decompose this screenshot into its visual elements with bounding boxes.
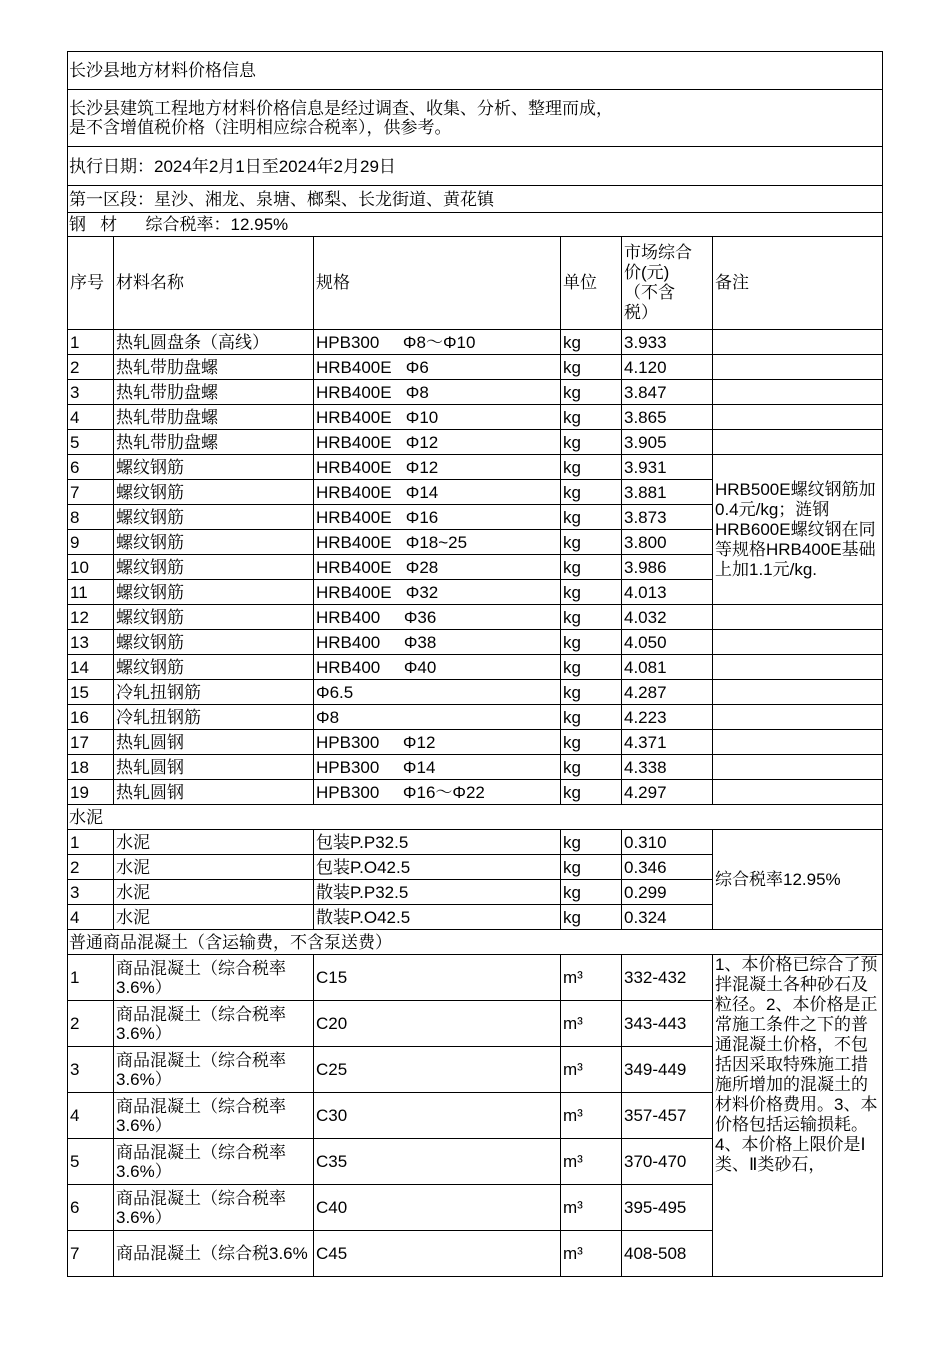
row-unit: kg bbox=[561, 330, 622, 355]
table-row bbox=[68, 755, 883, 780]
table-row bbox=[68, 705, 883, 730]
row-name: 商品混凝土（综合税3.6% bbox=[114, 1231, 314, 1277]
row-spec: HRB400E Φ16 bbox=[314, 505, 561, 530]
row-unit: kg bbox=[561, 530, 622, 555]
row-price: 4.032 bbox=[622, 605, 713, 630]
row-no: 1 bbox=[68, 830, 114, 855]
row-price: 0.299 bbox=[622, 880, 713, 905]
row-no: 2 bbox=[68, 855, 114, 880]
document-title: 长沙县地方材料价格信息 bbox=[68, 52, 883, 90]
row-price: 3.800 bbox=[622, 530, 713, 555]
row-price: 0.324 bbox=[622, 905, 713, 930]
row-price: 370-470 bbox=[622, 1139, 713, 1185]
row-unit: kg bbox=[561, 580, 622, 605]
row-no: 9 bbox=[68, 530, 114, 555]
concrete-section-header: 普通商品混凝土（含运输费，不含泵送费） bbox=[68, 930, 883, 955]
row-spec: HRB400E Φ10 bbox=[314, 405, 561, 430]
row-no: 13 bbox=[68, 630, 114, 655]
row-unit: kg bbox=[561, 430, 622, 455]
row-name: 螺纹钢筋 bbox=[114, 455, 314, 480]
cement-remark: 综合税率12.95% bbox=[713, 830, 883, 930]
row-spec: HRB400 Φ38 bbox=[314, 630, 561, 655]
row-spec: C40 bbox=[314, 1185, 561, 1231]
cement-section-header: 水泥 bbox=[68, 805, 883, 830]
page-bottom-margin bbox=[0, 1290, 950, 1345]
table-row bbox=[68, 355, 883, 380]
row-spec: HRB400E Φ14 bbox=[314, 480, 561, 505]
row-no: 1 bbox=[68, 955, 114, 1001]
remark-cell bbox=[713, 630, 883, 655]
row-spec: HRB400E Φ32 bbox=[314, 580, 561, 605]
row-spec: HRB400E Φ8 bbox=[314, 380, 561, 405]
table-row bbox=[68, 455, 883, 480]
row-name: 商品混凝土（综合税率3.6%） bbox=[114, 1093, 314, 1139]
remark-cell bbox=[713, 605, 883, 630]
row-spec: Φ8 bbox=[314, 705, 561, 730]
header-no: 序号 bbox=[68, 237, 114, 330]
row-spec: 包装P.O42.5 bbox=[314, 855, 561, 880]
table-row bbox=[68, 780, 883, 805]
row-price: 4.050 bbox=[622, 630, 713, 655]
row-spec: 散装P.P32.5 bbox=[314, 880, 561, 905]
table-row bbox=[68, 830, 883, 855]
row-price: 3.881 bbox=[622, 480, 713, 505]
row-unit: kg bbox=[561, 755, 622, 780]
intro-line-2: 是不含增值税价格（注明相应综合税率），供参考。 bbox=[69, 118, 452, 137]
row-unit: kg bbox=[561, 605, 622, 630]
row-unit: m³ bbox=[561, 1185, 622, 1231]
row-spec: HRB400E Φ12 bbox=[314, 430, 561, 455]
row-spec: 包装P.P32.5 bbox=[314, 830, 561, 855]
header-name: 材料名称 bbox=[114, 237, 314, 330]
row-unit: m³ bbox=[561, 955, 622, 1001]
intro-text bbox=[68, 90, 883, 147]
header-remark: 备注 bbox=[713, 237, 883, 330]
column-header-row bbox=[68, 237, 883, 330]
row-spec: C25 bbox=[314, 1047, 561, 1093]
remark-cell bbox=[713, 330, 883, 355]
row-price: 3.905 bbox=[622, 430, 713, 455]
row-price: 4.223 bbox=[622, 705, 713, 730]
row-price: 357-457 bbox=[622, 1093, 713, 1139]
row-no: 4 bbox=[68, 905, 114, 930]
price-sheet bbox=[67, 51, 882, 1277]
row-spec: HRB400E Φ28 bbox=[314, 555, 561, 580]
row-unit: kg bbox=[561, 630, 622, 655]
row-name: 热轧圆盘条（高线） bbox=[114, 330, 314, 355]
row-unit: m³ bbox=[561, 1001, 622, 1047]
table-row bbox=[68, 680, 883, 705]
row-no: 19 bbox=[68, 780, 114, 805]
row-unit: kg bbox=[561, 905, 622, 930]
row-price: 3.873 bbox=[622, 505, 713, 530]
row-name: 热轧带肋盘螺 bbox=[114, 355, 314, 380]
row-spec: 散装P.O42.5 bbox=[314, 905, 561, 930]
table-row bbox=[68, 605, 883, 630]
table-row bbox=[68, 730, 883, 755]
effective-date: 执行日期：2024年2月1日至2024年2月29日 bbox=[68, 147, 883, 186]
row-price: 3.931 bbox=[622, 455, 713, 480]
row-name: 热轧带肋盘螺 bbox=[114, 405, 314, 430]
row-name: 水泥 bbox=[114, 855, 314, 880]
remark-cell bbox=[713, 655, 883, 680]
row-no: 6 bbox=[68, 455, 114, 480]
header-spec: 规格 bbox=[314, 237, 561, 330]
row-no: 17 bbox=[68, 730, 114, 755]
row-price: 4.371 bbox=[622, 730, 713, 755]
row-spec: HRB400 Φ40 bbox=[314, 655, 561, 680]
row-no: 7 bbox=[68, 1231, 114, 1277]
row-unit: kg bbox=[561, 555, 622, 580]
row-price: 343-443 bbox=[622, 1001, 713, 1047]
row-spec: C35 bbox=[314, 1139, 561, 1185]
row-no: 5 bbox=[68, 1139, 114, 1185]
row-spec: HRB400 Φ36 bbox=[314, 605, 561, 630]
row-no: 16 bbox=[68, 705, 114, 730]
row-name: 商品混凝土（综合税率3.6%） bbox=[114, 1001, 314, 1047]
concrete-remark: 1、本价格已综合了预拌混凝土各种砂石及粒径。2、本价格是正常施工条件之下的普通混凝土价格，不包括因采取特殊施工措施所增加的混凝土的材料价格费用。3、本价格包括运输损耗。4、本价格上限价是Ⅰ类、Ⅱ类砂石， bbox=[713, 955, 883, 1277]
row-name: 热轧带肋盘螺 bbox=[114, 430, 314, 455]
table-row bbox=[68, 330, 883, 355]
header-unit: 单位 bbox=[561, 237, 622, 330]
table-row bbox=[68, 655, 883, 680]
row-spec: HRB400E Φ6 bbox=[314, 355, 561, 380]
table-row bbox=[68, 630, 883, 655]
row-no: 3 bbox=[68, 1047, 114, 1093]
row-no: 12 bbox=[68, 605, 114, 630]
row-name: 水泥 bbox=[114, 880, 314, 905]
row-spec: C15 bbox=[314, 955, 561, 1001]
row-unit: kg bbox=[561, 505, 622, 530]
row-name: 热轧圆钢 bbox=[114, 780, 314, 805]
row-spec: HRB400E Φ18~25 bbox=[314, 530, 561, 555]
steel-section-header: 钢 材 综合税率：12.95% bbox=[68, 213, 883, 237]
row-unit: kg bbox=[561, 855, 622, 880]
row-name: 螺纹钢筋 bbox=[114, 630, 314, 655]
row-unit: kg bbox=[561, 780, 622, 805]
row-name: 商品混凝土（综合税率3.6%） bbox=[114, 1185, 314, 1231]
row-spec: C45 bbox=[314, 1231, 561, 1277]
row-name: 商品混凝土（综合税率3.6%） bbox=[114, 1139, 314, 1185]
row-no: 4 bbox=[68, 1093, 114, 1139]
row-spec: HRB400E Φ12 bbox=[314, 455, 561, 480]
row-unit: m³ bbox=[561, 1139, 622, 1185]
row-price: 4.287 bbox=[622, 680, 713, 705]
row-price: 3.986 bbox=[622, 555, 713, 580]
table-row bbox=[68, 955, 883, 1001]
row-name: 螺纹钢筋 bbox=[114, 580, 314, 605]
row-spec: HPB300 Φ8～Φ10 bbox=[314, 330, 561, 355]
row-no: 2 bbox=[68, 355, 114, 380]
remark-cell bbox=[713, 380, 883, 405]
remark-cell bbox=[713, 705, 883, 730]
row-price: 4.338 bbox=[622, 755, 713, 780]
row-price: 3.847 bbox=[622, 380, 713, 405]
row-price: 4.013 bbox=[622, 580, 713, 605]
row-no: 3 bbox=[68, 880, 114, 905]
row-price: 4.120 bbox=[622, 355, 713, 380]
price-table bbox=[67, 51, 883, 1277]
row-no: 18 bbox=[68, 755, 114, 780]
row-no: 1 bbox=[68, 330, 114, 355]
row-unit: kg bbox=[561, 455, 622, 480]
row-spec: Φ6.5 bbox=[314, 680, 561, 705]
row-name: 热轧圆钢 bbox=[114, 730, 314, 755]
row-price: 4.297 bbox=[622, 780, 713, 805]
row-no: 8 bbox=[68, 505, 114, 530]
row-name: 螺纹钢筋 bbox=[114, 480, 314, 505]
row-unit: kg bbox=[561, 830, 622, 855]
row-no: 6 bbox=[68, 1185, 114, 1231]
row-unit: kg bbox=[561, 355, 622, 380]
row-name: 螺纹钢筋 bbox=[114, 555, 314, 580]
row-spec: HPB300 Φ12 bbox=[314, 730, 561, 755]
row-name: 螺纹钢筋 bbox=[114, 505, 314, 530]
zone-line: 第一区段：星沙、湘龙、泉塘、榔梨、长龙街道、黄花镇 bbox=[68, 186, 883, 213]
row-no: 15 bbox=[68, 680, 114, 705]
row-no: 3 bbox=[68, 380, 114, 405]
row-price: 3.865 bbox=[622, 405, 713, 430]
row-unit: kg bbox=[561, 680, 622, 705]
row-unit: kg bbox=[561, 880, 622, 905]
row-price: 408-508 bbox=[622, 1231, 713, 1277]
row-price: 349-449 bbox=[622, 1047, 713, 1093]
row-no: 11 bbox=[68, 580, 114, 605]
remark-cell bbox=[713, 430, 883, 455]
row-name: 商品混凝土（综合税率3.6%） bbox=[114, 955, 314, 1001]
row-unit: m³ bbox=[561, 1093, 622, 1139]
row-name: 水泥 bbox=[114, 905, 314, 930]
table-row bbox=[68, 380, 883, 405]
row-spec: C30 bbox=[314, 1093, 561, 1139]
row-name: 螺纹钢筋 bbox=[114, 605, 314, 630]
steel-remark: HRB500E螺纹钢筋加0.4元/kg；涟钢HRB600E螺纹钢在同等规格HRB400E基础上加1.1元/kg. bbox=[713, 455, 883, 605]
table-row bbox=[68, 430, 883, 455]
row-no: 4 bbox=[68, 405, 114, 430]
row-spec: HPB300 Φ14 bbox=[314, 755, 561, 780]
header-price: 市场综合 价(元) （不含 税） bbox=[622, 237, 713, 330]
row-no: 7 bbox=[68, 480, 114, 505]
row-name: 冷轧扭钢筋 bbox=[114, 705, 314, 730]
row-unit: m³ bbox=[561, 1231, 622, 1277]
remark-cell bbox=[713, 405, 883, 430]
row-name: 水泥 bbox=[114, 830, 314, 855]
row-unit: kg bbox=[561, 405, 622, 430]
row-spec: C20 bbox=[314, 1001, 561, 1047]
table-row bbox=[68, 405, 883, 430]
row-price: 395-495 bbox=[622, 1185, 713, 1231]
row-no: 14 bbox=[68, 655, 114, 680]
row-no: 10 bbox=[68, 555, 114, 580]
row-no: 5 bbox=[68, 430, 114, 455]
remark-cell bbox=[713, 355, 883, 380]
row-price: 332-432 bbox=[622, 955, 713, 1001]
row-name: 螺纹钢筋 bbox=[114, 530, 314, 555]
row-name: 热轧带肋盘螺 bbox=[114, 380, 314, 405]
row-name: 冷轧扭钢筋 bbox=[114, 680, 314, 705]
row-no: 2 bbox=[68, 1001, 114, 1047]
row-unit: kg bbox=[561, 655, 622, 680]
row-unit: m³ bbox=[561, 1047, 622, 1093]
remark-cell bbox=[713, 755, 883, 780]
row-price: 0.310 bbox=[622, 830, 713, 855]
row-price: 0.346 bbox=[622, 855, 713, 880]
row-spec: HPB300 Φ16～Φ22 bbox=[314, 780, 561, 805]
intro-line-1: 长沙县建筑工程地方材料价格信息是经过调查、收集、分析、整理而成， bbox=[69, 99, 613, 118]
remark-cell bbox=[713, 730, 883, 755]
row-name: 螺纹钢筋 bbox=[114, 655, 314, 680]
row-price: 4.081 bbox=[622, 655, 713, 680]
row-price: 3.933 bbox=[622, 330, 713, 355]
row-unit: kg bbox=[561, 705, 622, 730]
row-name: 商品混凝土（综合税率3.6%） bbox=[114, 1047, 314, 1093]
remark-cell bbox=[713, 680, 883, 705]
row-unit: kg bbox=[561, 730, 622, 755]
remark-cell bbox=[713, 780, 883, 805]
row-unit: kg bbox=[561, 380, 622, 405]
row-unit: kg bbox=[561, 480, 622, 505]
row-name: 热轧圆钢 bbox=[114, 755, 314, 780]
